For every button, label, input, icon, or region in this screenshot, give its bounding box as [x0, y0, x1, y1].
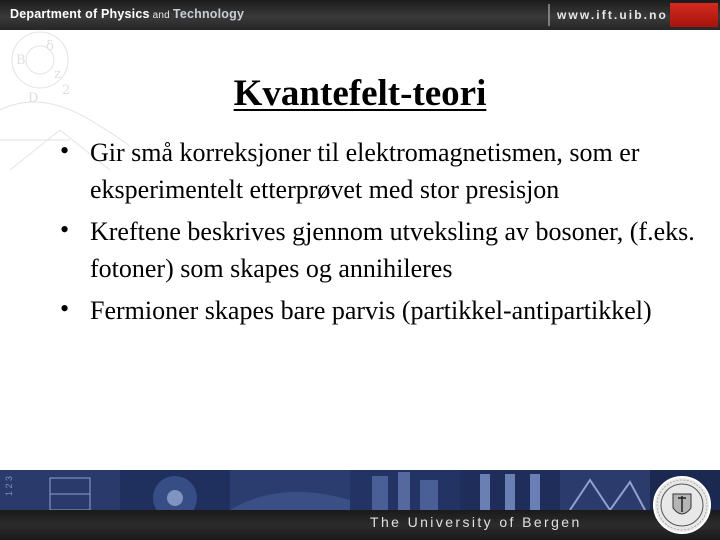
- slide-title: Kvantefelt-teori: [233, 73, 487, 114]
- bullet-icon: •: [60, 136, 70, 165]
- department-and: and: [149, 10, 173, 21]
- bullet-text: Gir små korreksjoner til elektromagnetismen, som er eksperimentelt etterprøvet med stor presisjon: [90, 138, 640, 204]
- svg-text:z: z: [54, 67, 61, 82]
- bullet-text: Kreftene beskrives gjennom utveksling av bosoner, (f.eks. fotoner) som skapes og annihileres: [90, 217, 695, 283]
- footer-bar: [0, 510, 720, 540]
- header-bar: [0, 0, 720, 30]
- bullet-item: [60, 134, 700, 208]
- footer-side-number: 1 2 3: [4, 476, 14, 497]
- bullet-icon: •: [60, 294, 70, 323]
- svg-text:D: D: [28, 91, 39, 106]
- bullet-icon: •: [60, 215, 70, 244]
- bullet-item: [60, 292, 700, 329]
- svg-text:δ: δ: [46, 39, 54, 54]
- bullet-list: [60, 134, 700, 334]
- bullet-item: [60, 213, 700, 287]
- svg-text:B: B: [16, 53, 26, 68]
- header-red-block: [670, 3, 718, 27]
- header-divider: [548, 4, 550, 26]
- website-url: www.ift.uib.no: [557, 8, 668, 22]
- bullet-text: Fermioner skapes bare parvis (partikkel-antipartikkel): [90, 296, 652, 325]
- university-seal-icon: [652, 474, 712, 536]
- department-title: [10, 7, 244, 21]
- svg-text:2: 2: [62, 83, 71, 98]
- department-technology: Technology: [172, 7, 245, 21]
- department-name: Department of Physics: [10, 7, 150, 21]
- university-name: The University of Bergen: [370, 514, 582, 530]
